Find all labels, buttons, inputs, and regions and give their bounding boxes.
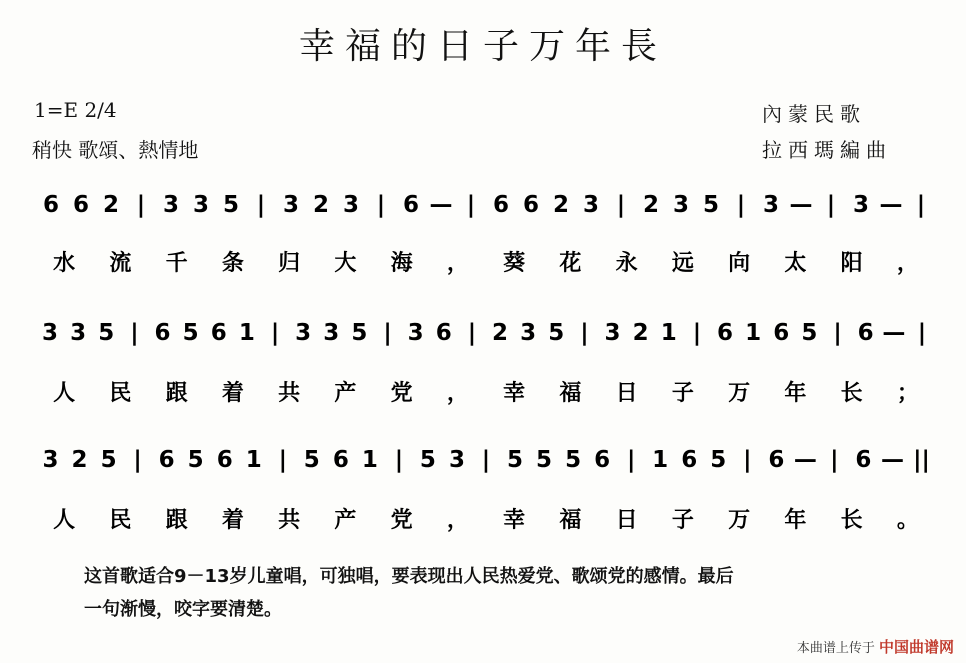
note: 6 bbox=[855, 447, 872, 473]
origin-credit: 內蒙民歌 bbox=[762, 102, 866, 126]
note: 3 bbox=[407, 320, 424, 346]
barline: | bbox=[833, 320, 842, 346]
watermark bbox=[797, 636, 954, 657]
lyric-char: 海 bbox=[390, 251, 413, 276]
note: 3 bbox=[70, 320, 87, 346]
performance-note-line-2: 一句渐慢，咬字要清楚。 bbox=[84, 599, 282, 620]
barline: | bbox=[394, 447, 404, 473]
note: 2 bbox=[492, 320, 509, 346]
lyric-char: 远 bbox=[671, 251, 694, 276]
note: 6 bbox=[857, 320, 874, 346]
lyric-char: 流 bbox=[109, 251, 132, 276]
note: 2 bbox=[102, 192, 120, 218]
note: 3 bbox=[582, 192, 600, 218]
note: 3 bbox=[323, 320, 340, 346]
note: 3 bbox=[672, 192, 690, 218]
note: 6 bbox=[72, 192, 90, 218]
barline: | bbox=[743, 447, 752, 473]
lyric-char: 跟 bbox=[165, 381, 188, 406]
note: 1 bbox=[361, 447, 378, 473]
lyric-char: 年 bbox=[784, 508, 807, 533]
barline: | bbox=[467, 320, 477, 346]
lyric-char: 年 bbox=[784, 381, 807, 406]
note: — bbox=[880, 447, 904, 473]
note: 6 bbox=[210, 320, 227, 346]
note: 5 bbox=[548, 320, 565, 346]
note: 3 bbox=[282, 192, 300, 218]
lyric-char: 长 bbox=[840, 381, 863, 406]
note: 5 bbox=[351, 320, 368, 346]
lyric-char: 产 bbox=[334, 508, 357, 533]
lyric-char: ， bbox=[896, 251, 919, 276]
barline: | bbox=[830, 447, 839, 473]
barline: | bbox=[270, 320, 280, 346]
key-signature: 1=E 2/4 bbox=[34, 98, 117, 122]
note: 3 bbox=[852, 192, 870, 218]
note: 6 bbox=[154, 320, 171, 346]
note: 1 bbox=[245, 447, 262, 473]
note: 5 bbox=[187, 447, 204, 473]
barline: | bbox=[692, 320, 702, 346]
lyric-char: 跟 bbox=[165, 508, 188, 533]
lyric-char: 着 bbox=[221, 381, 244, 406]
lyric-char: 长 bbox=[840, 508, 863, 533]
note: 3 bbox=[42, 447, 59, 473]
lyric-char: 党 bbox=[390, 508, 413, 533]
barline: | bbox=[616, 192, 626, 218]
note: — bbox=[793, 447, 817, 473]
watermark-prefix: 本曲谱上传于 bbox=[796, 641, 875, 656]
lyric-char: 民 bbox=[109, 508, 132, 533]
lyric-char: 子 bbox=[671, 381, 694, 406]
lyric-char: 幸 bbox=[503, 381, 526, 406]
note: 6 bbox=[158, 447, 175, 473]
note: 3 bbox=[604, 320, 621, 346]
note: 5 bbox=[565, 447, 582, 473]
lyric-char: ； bbox=[896, 381, 919, 406]
note: 5 bbox=[536, 447, 553, 473]
note: 5 bbox=[801, 320, 818, 346]
note: 6 bbox=[768, 447, 785, 473]
note: 1 bbox=[745, 320, 762, 346]
lyric-char: 人 bbox=[53, 508, 76, 533]
note: 1 bbox=[238, 320, 255, 346]
lyric-char: 福 bbox=[559, 508, 582, 533]
barline: | bbox=[826, 192, 836, 218]
note: 5 bbox=[100, 447, 117, 473]
note: 6 bbox=[681, 447, 698, 473]
note: 5 bbox=[98, 320, 115, 346]
note: 2 bbox=[642, 192, 660, 218]
lyric-char: 万 bbox=[728, 381, 751, 406]
lyric-char: 葵 bbox=[503, 251, 526, 276]
note: 3 bbox=[295, 320, 312, 346]
note: 2 bbox=[71, 447, 88, 473]
performance-note-line-1: 这首歌适合9－13岁儿童唱，可独唱，要表现出人民热爱党、歌颂党的感情。最后 bbox=[84, 566, 734, 587]
note: 6 bbox=[773, 320, 790, 346]
barline: | bbox=[466, 192, 476, 218]
lyric-char: 民 bbox=[109, 381, 132, 406]
lyric-char: ， bbox=[446, 508, 469, 533]
lyric-char: 向 bbox=[728, 251, 751, 276]
note: 3 bbox=[162, 192, 180, 218]
note: 6 bbox=[402, 192, 420, 218]
lyric-char: 千 bbox=[165, 251, 188, 276]
note: 3 bbox=[762, 192, 780, 218]
lyric-char: 永 bbox=[615, 251, 638, 276]
note: 2 bbox=[312, 192, 330, 218]
lyric-char: 党 bbox=[390, 381, 413, 406]
lyric-char: 福 bbox=[559, 381, 582, 406]
lyric-char: 产 bbox=[334, 381, 357, 406]
barline: | bbox=[736, 192, 746, 218]
barline: | bbox=[278, 447, 287, 473]
note: 5 bbox=[710, 447, 727, 473]
score-lines bbox=[42, 192, 930, 533]
lyric-char: 人 bbox=[53, 381, 76, 406]
lyric-char: 日 bbox=[615, 508, 638, 533]
barline: | bbox=[917, 320, 927, 346]
performance-note bbox=[84, 560, 944, 626]
note: 2 bbox=[552, 192, 570, 218]
barline: | bbox=[481, 447, 491, 473]
barline: | bbox=[136, 192, 146, 218]
note: 6 bbox=[216, 447, 233, 473]
note: 2 bbox=[632, 320, 649, 346]
lyric-char: 大 bbox=[334, 251, 357, 276]
lyric-char: 水 bbox=[53, 251, 76, 276]
note: — bbox=[429, 192, 453, 218]
lyric-char: 花 bbox=[559, 251, 582, 276]
note: 5 bbox=[303, 447, 320, 473]
song-title: 幸福的日子万年長 bbox=[298, 26, 667, 67]
lyric-char: 幸 bbox=[503, 508, 526, 533]
note: 5 bbox=[702, 192, 720, 218]
note: 6 bbox=[594, 447, 611, 473]
note: 1 bbox=[652, 447, 669, 473]
lyric-char: 子 bbox=[671, 508, 694, 533]
barline: | bbox=[580, 320, 589, 346]
lyric-char: 共 bbox=[278, 381, 301, 406]
note: 3 bbox=[448, 447, 465, 473]
note: 6 bbox=[42, 192, 60, 218]
note: 3 bbox=[192, 192, 210, 218]
lyric-char: 共 bbox=[278, 508, 301, 533]
watermark-brand: 中国曲谱网 bbox=[878, 638, 954, 656]
note: 3 bbox=[342, 192, 360, 218]
note: 6 bbox=[435, 320, 452, 346]
note: — bbox=[879, 192, 903, 218]
lyric-char: 着 bbox=[221, 508, 244, 533]
lyric-char: 条 bbox=[221, 251, 244, 276]
barline: | bbox=[383, 320, 392, 346]
barline: | bbox=[626, 447, 636, 473]
lyric-char: ， bbox=[446, 381, 469, 406]
note: — bbox=[789, 192, 813, 218]
barline: | bbox=[130, 320, 139, 346]
lyric-char: 日 bbox=[615, 381, 638, 406]
barline: || bbox=[913, 447, 930, 473]
note: 3 bbox=[42, 320, 59, 346]
note: 6 bbox=[717, 320, 734, 346]
note: 5 bbox=[507, 447, 524, 473]
lyric-char: 万 bbox=[728, 508, 751, 533]
barline: | bbox=[916, 192, 926, 218]
tempo-marking: 稍快 歌頌、熱情地 bbox=[32, 138, 199, 162]
note: 6 bbox=[332, 447, 349, 473]
note: — bbox=[882, 320, 906, 346]
note: 1 bbox=[660, 320, 677, 346]
barline: | bbox=[376, 192, 386, 218]
lyric-char: 阳 bbox=[840, 251, 863, 276]
note: 6 bbox=[522, 192, 540, 218]
barline: | bbox=[256, 192, 266, 218]
barline: | bbox=[133, 447, 142, 473]
note: 3 bbox=[520, 320, 537, 346]
arranger-credit: 拉西瑪編曲 bbox=[762, 138, 892, 162]
note: 5 bbox=[222, 192, 240, 218]
note: 5 bbox=[182, 320, 199, 346]
note: 5 bbox=[419, 447, 436, 473]
lyric-char: ， bbox=[446, 251, 469, 276]
lyric-char: 太 bbox=[784, 251, 807, 276]
lyric-char: 。 bbox=[896, 508, 919, 533]
lyric-char: 归 bbox=[278, 251, 301, 276]
note: 6 bbox=[492, 192, 510, 218]
